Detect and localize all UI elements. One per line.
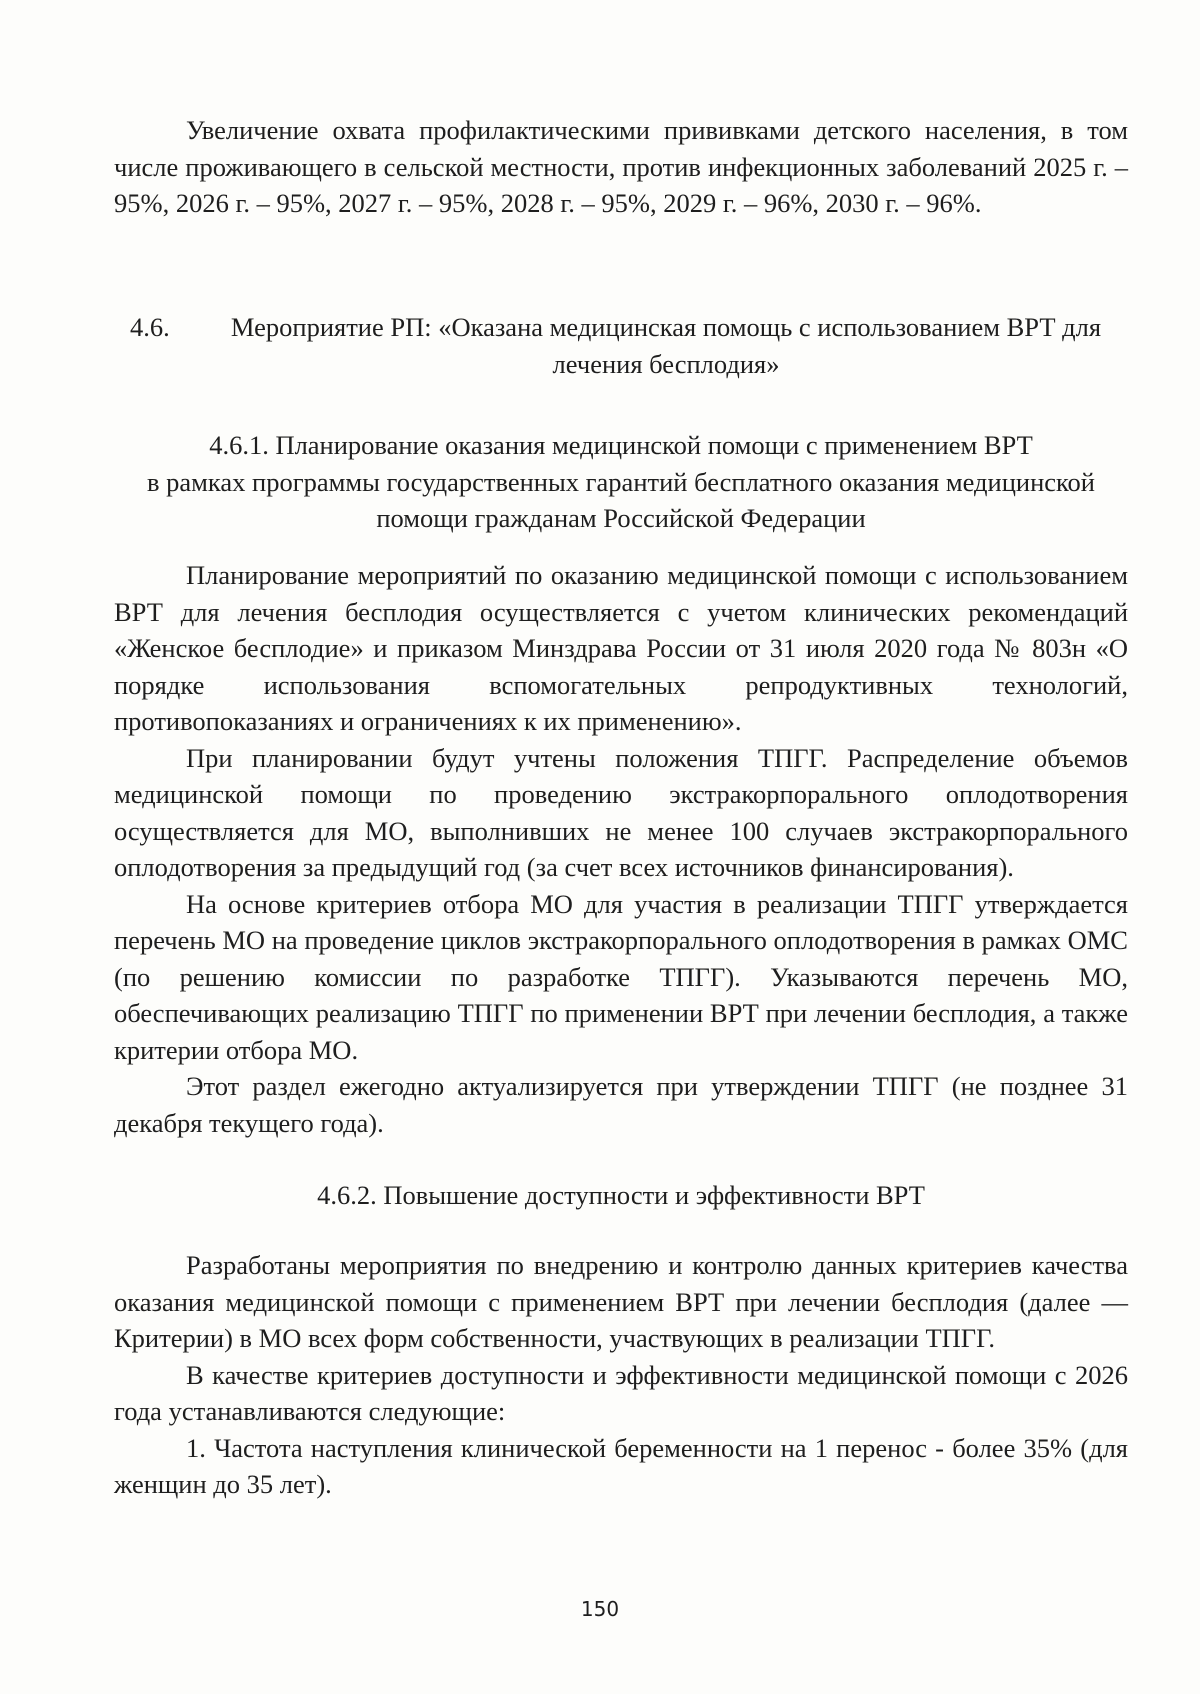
intro-paragraph: Увеличение охвата профилактическими прививками детского населения, в том числе проживающего в сельской местности, против инфекционных заболеваний 2025 г. – 95%, 2026 г. – 95%, 2027 г. – 95%, 2028 г. – 95%, 2029 г. – 96%, 2030 г. – 96%. (114, 115, 1128, 218)
paragraph: В качестве критериев доступности и эффективности медицинской помощи с 2026 года устанавливаются следующие: (114, 1359, 1128, 1426)
subsection-1-title-line1: 4.6.1. Планирование оказания медицинской помощи с применением ВРТ (209, 430, 1033, 460)
paragraph: Этот раздел ежегодно актуализируется при утверждении ТПГГ (не позднее 31 декабря текущего года). (114, 1071, 1128, 1138)
section-title: Мероприятие РП: «Оказана медицинская помощь с использованием ВРТ для лечения бесплодия» (230, 312, 1102, 379)
intro-block (114, 112, 1128, 222)
subsection-1-heading (114, 427, 1128, 537)
paragraph: Планирование мероприятий по оказанию медицинской помощи с использованием ВРТ для лечения бесплодия осуществляется с учетом клинических рекомендаций «Женское бесплодие» и приказом Минздрава России от 31 июля 2020 года № 803н «О порядке использования вспомогательных репродуктивных технологий, противопоказаниях и ограничениях к их применению». (114, 560, 1128, 736)
section-heading (114, 309, 1128, 382)
paragraph: Разработаны мероприятия по внедрению и контролю данных критериев качества оказания медицинской помощи с применением ВРТ при лечении бесплодия (далее — Критерии) в МО всех форм собственности, участвующих в реализации ТПГГ. (114, 1250, 1128, 1353)
paragraph: При планировании будут учтены положения ТПГГ. Распределение объемов медицинской помощи по проведению экстракорпорального оплодотворения осуществляется для МО, выполнивших не менее 100 случаев экстракорпорального оплодотворения за предыдущий год (за счет всех источников финансирования). (114, 742, 1128, 882)
paragraph: 1. Частота наступления клинической беременности на 1 перенос - более 35% (для женщин до 35 лет). (114, 1432, 1128, 1499)
subsection-2-title: 4.6.2. Повышение доступности и эффективности ВРТ (317, 1180, 925, 1210)
subsection-2-heading (114, 1177, 1128, 1214)
subsection-1-title-line2: в рамках программы государственных гарантий бесплатного оказания медицинской помощи гражданам Российской Федерации (147, 466, 1095, 533)
subsection-1-body (114, 557, 1128, 1141)
paragraph: На основе критериев отбора МО для участия в реализации ТПГГ утверждается перечень МО на проведение циклов экстракорпорального оплодотворения в рамках ОМС (по решению комиссии по разработке ТПГГ). Указываются перечень МО, обеспечивающих реализацию ТПГГ по применении ВРТ при лечении бесплодия, а также критерии отбора МО. (114, 888, 1128, 1065)
section-number: 4.6. (130, 312, 170, 342)
page-number: 150 (580, 1597, 620, 1621)
subsection-2-body (114, 1247, 1128, 1503)
